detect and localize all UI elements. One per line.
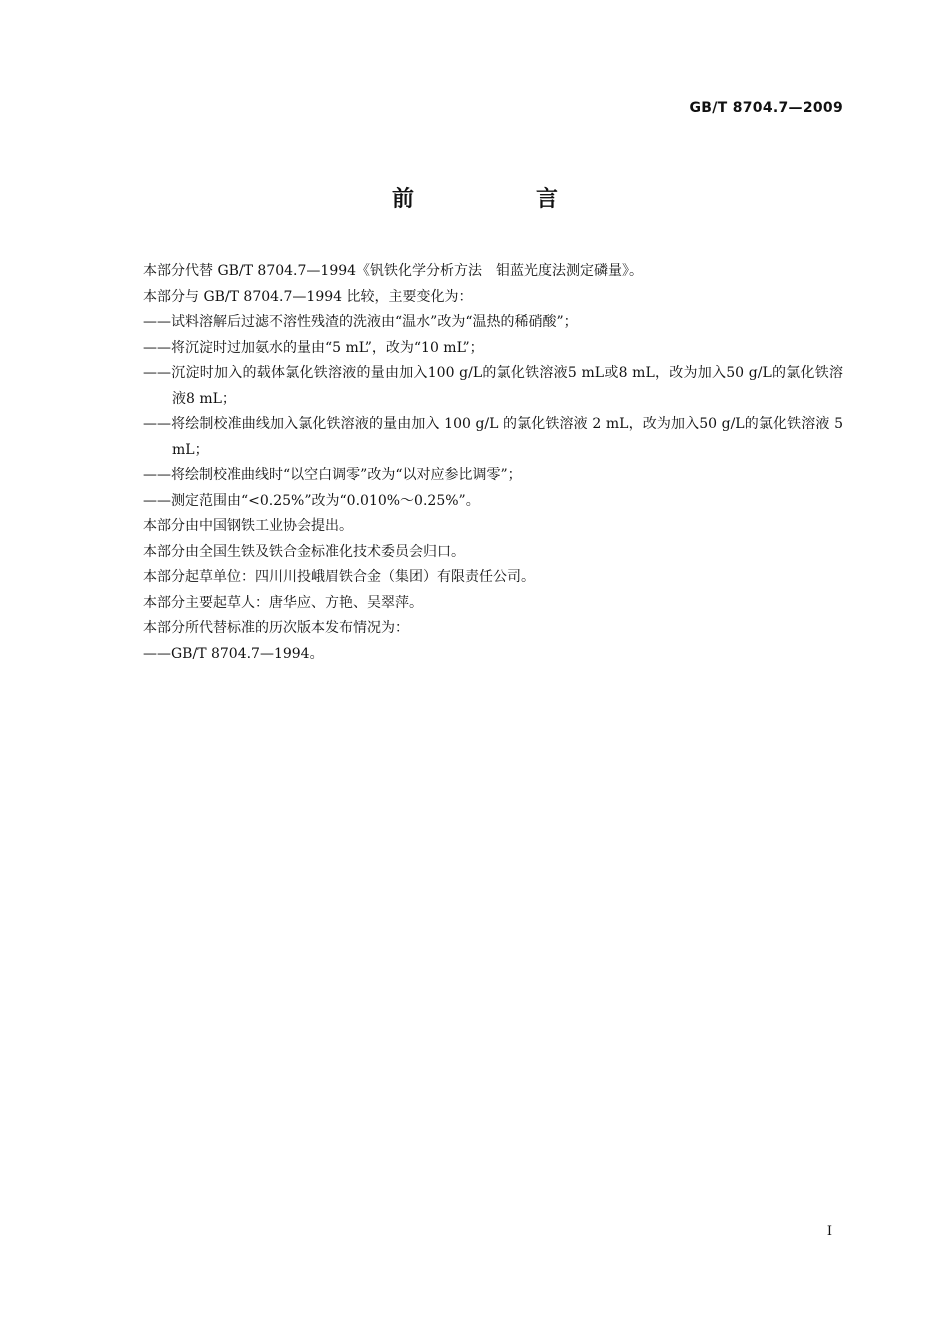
document-body	[143, 259, 843, 667]
paragraph-replaces: 本部分代替 GB/T 8704.7—1994《钒铁化学分析方法 钼蓝光度法测定磷量》。	[143, 263, 644, 279]
standard-code: GB/T 8704.7—2009	[689, 100, 843, 116]
page-title: 前 言	[391, 187, 608, 212]
list-item-change: ——测定范围由“<0.25%”改为“0.010%～0.25%”。	[143, 492, 480, 509]
list-item-change: ——将绘制校准曲线加入氯化铁溶液的量由加入 100 g/L 的氯化铁溶液 2 mL，改为加入50 g/L的氯化铁溶液 5 mL；	[143, 416, 843, 458]
paragraph-drafters: 本部分主要起草人：唐华应、方艳、吴翠萍。	[143, 594, 423, 611]
list-item-history: ——GB/T 8704.7—1994。	[143, 645, 324, 662]
paragraph-proposer: 本部分由中国钢铁工业协会提出。	[143, 518, 353, 534]
list-item-change: ——将沉淀时过加氨水的量由“5 mL”，改为“10 mL”；	[143, 339, 484, 356]
list-item-change: ——将绘制校准曲线时“以空白调零”改为“以对应参比调零”；	[143, 467, 522, 483]
paragraph-history-intro: 本部分所代替标准的历次版本发布情况为：	[143, 620, 409, 636]
paragraph-changes-intro: 本部分与 GB/T 8704.7—1994 比较，主要变化为：	[143, 288, 473, 305]
paragraph-committee: 本部分由全国生铁及铁合金标准化技术委员会归口。	[143, 543, 465, 560]
list-item-change: ——试料溶解后过滤不溶性残渣的洗液由“温水”改为“温热的稀硝酸”；	[143, 314, 578, 330]
list-item-change: ——沉淀时加入的载体氯化铁溶液的量由加入100 g/L的氯化铁溶液5 mL或8 mL，改为加入50 g/L的氯化铁溶液8 mL；	[143, 365, 843, 407]
page-number: I	[826, 1224, 832, 1239]
paragraph-drafting-unit: 本部分起草单位：四川川投峨眉铁合金（集团）有限责任公司。	[143, 569, 535, 585]
